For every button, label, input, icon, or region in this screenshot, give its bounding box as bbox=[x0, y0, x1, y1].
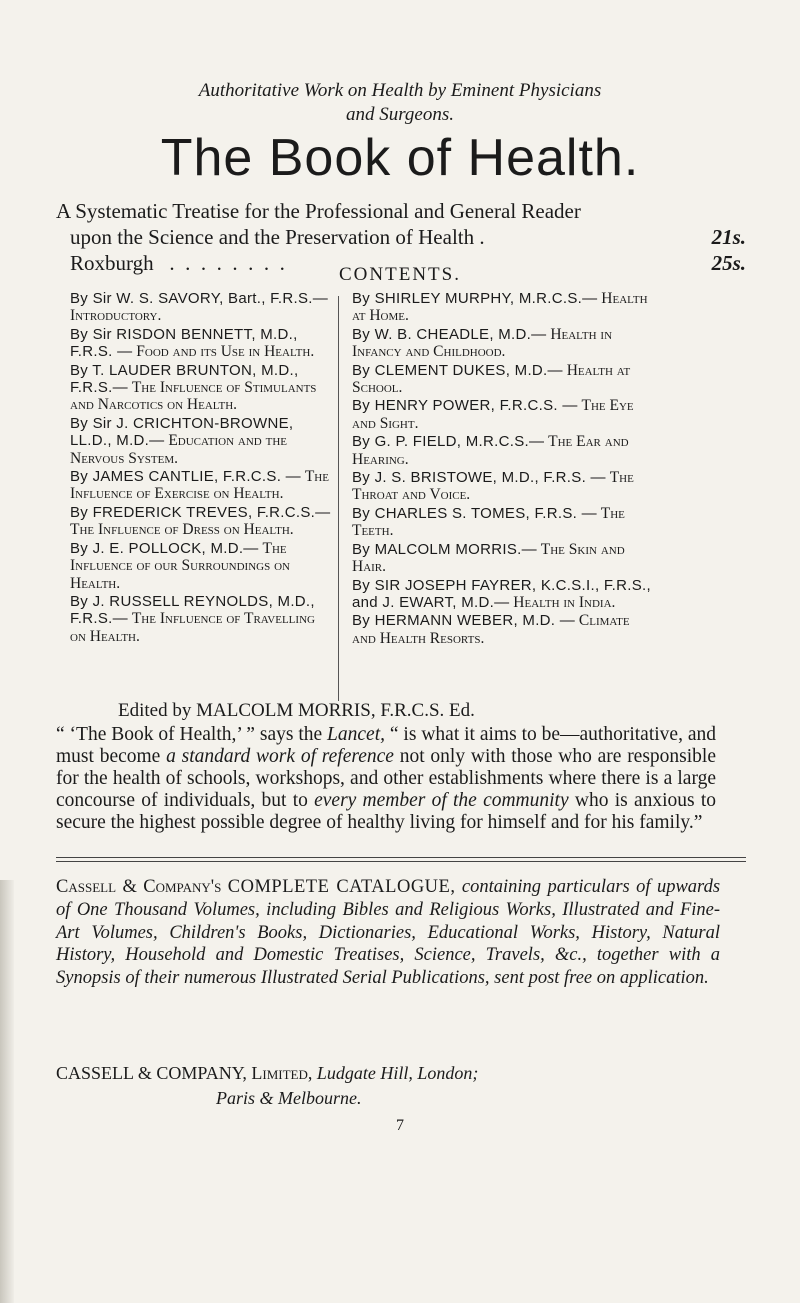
entry-author: By Sir RISDON BENNETT, M.D., F.R.S. — bbox=[70, 325, 298, 361]
contents-entry bbox=[352, 326, 652, 361]
contents-entry bbox=[352, 362, 652, 397]
subtitle-line-2-text: upon the Science and the Preservation of Health bbox=[70, 225, 475, 249]
entry-author: By JAMES CANTLIE, F.R.C.S. — bbox=[70, 468, 301, 486]
entry-author: By W. B. CHEADLE, M.D.— bbox=[352, 325, 547, 343]
section-divider-bottom bbox=[56, 861, 746, 862]
publisher-cities: Paris & Melbourne. bbox=[216, 1088, 362, 1108]
price-roxburgh: 25s. bbox=[711, 251, 746, 275]
contents-entry bbox=[352, 541, 652, 576]
binding-roxburgh: Roxburgh bbox=[70, 251, 154, 275]
quote-italic-1: a standard work of reference bbox=[166, 746, 394, 767]
publisher-limited: Limited, bbox=[251, 1063, 313, 1083]
entry-topic: Health at Home. bbox=[352, 290, 648, 325]
subtitle-line-2: upon the Science and the Preservation of Health . 21s. bbox=[70, 225, 746, 249]
entry-topic: Health at School. bbox=[352, 361, 631, 397]
contents-right-column bbox=[352, 290, 652, 648]
entry-topic: The Teeth. bbox=[352, 504, 625, 540]
entry-author: By HENRY POWER, F.R.C.S. — bbox=[352, 397, 578, 415]
entry-topic: The Skin and Hair. bbox=[352, 540, 625, 576]
entry-author: By Sir W. S. SAVORY, Bart., F.R.S.— bbox=[70, 290, 329, 307]
contents-entry bbox=[352, 469, 652, 504]
entry-topic: The Influence of Dress on Health. bbox=[70, 521, 294, 539]
contents-entry bbox=[352, 397, 652, 432]
entry-topic: The Influence of Travelling on Health. bbox=[70, 610, 315, 645]
catalogue-body: containing particulars of upwards of One Thousand Volumes, including Bibles and Religious Works, Illustrated and Fine-Art Volumes, Children's Books, Dictionaries, Educational Works, History, Natural History, Household and Domestic Treatises, Science, Travels, &c., together with a Synopsis of their numerous Illustrated Serial Publications, sent post free on application. bbox=[56, 877, 721, 989]
entry-topic: The Influence of Stimulants and Narcotics on Health. bbox=[70, 379, 317, 414]
entry-topic: The Influence of Exercise on Health. bbox=[70, 468, 329, 503]
entry-topic: Introductory. bbox=[70, 307, 162, 325]
lancet-quote bbox=[56, 724, 716, 834]
entry-author: By J. S. BRISTOWE, M.D., F.R.S. — bbox=[352, 469, 606, 487]
contents-entry bbox=[352, 290, 652, 325]
publisher-imprint bbox=[56, 1063, 720, 1109]
publisher-place: Ludgate Hill, London; bbox=[316, 1063, 479, 1083]
contents-heading: CONTENTS. bbox=[339, 264, 461, 285]
catalogue-lead: Cassell & Company's bbox=[56, 877, 222, 897]
quote-part-3: not only with those who are responsible for the health of schools, workshops, and other establishments where there is a large concourse of individuals, but to bbox=[56, 746, 717, 811]
contents-entry bbox=[70, 468, 332, 503]
entry-author: By J. RUSSELL REYNOLDS, M.D., F.R.S.— bbox=[70, 592, 315, 628]
section-divider-top bbox=[56, 857, 746, 858]
edited-by: Edited by MALCOLM MORRIS, F.R.C.S. Ed. bbox=[118, 700, 475, 721]
header-line-2: and Surgeons. bbox=[345, 104, 455, 125]
entry-author: By Sir J. CRICHTON-BROWNE, LL.D., M.D.— bbox=[70, 414, 294, 450]
subtitle-line-1: A Systematic Treatise for the Professional and General Reader bbox=[56, 199, 581, 223]
entry-topic: The Throat and Voice. bbox=[352, 469, 634, 504]
entry-author: By SIR JOSEPH FAYRER, K.C.S.I., F.R.S., and J. EWART, M.D.— bbox=[352, 576, 651, 611]
contents-entry bbox=[70, 290, 332, 325]
entry-author: By G. P. FIELD, M.R.C.S.— bbox=[352, 433, 545, 451]
contents-entry bbox=[70, 504, 332, 539]
entry-topic: Health in Infancy and Childhood. bbox=[352, 325, 613, 361]
column-divider bbox=[338, 296, 339, 701]
contents-entry bbox=[70, 415, 332, 467]
entry-topic: The Eye and Sight. bbox=[352, 397, 634, 432]
contents-entry bbox=[352, 433, 652, 468]
entry-topic: Climate and Health Resorts. bbox=[352, 612, 630, 647]
quote-part-4: who is anxious to secure the highest possible degree of healthy living for himself and for his family.” bbox=[56, 790, 717, 833]
entry-topic: Food and its Use in Health. bbox=[136, 343, 315, 361]
quote-part-2: “ is what it aims to be—authoritative, and must become bbox=[56, 724, 716, 767]
catalogue-complete: COMPLETE CATALOGUE, bbox=[227, 877, 456, 897]
entry-topic: Health in India. bbox=[513, 593, 616, 611]
entry-author: By T. LAUDER BRUNTON, M.D., F.R.S.— bbox=[70, 361, 299, 397]
contents-entry bbox=[352, 505, 652, 540]
page-edge-shadow bbox=[0, 880, 14, 1303]
contents-entry bbox=[352, 612, 652, 647]
price-standard: 21s. bbox=[711, 225, 746, 249]
page-number: 7 bbox=[396, 1117, 404, 1134]
contents-entry bbox=[70, 593, 332, 645]
entry-topic: The Influence of our Surroundings on Health. bbox=[70, 539, 290, 592]
contents-entry bbox=[70, 362, 332, 414]
book-title: The Book of Health. bbox=[160, 129, 640, 187]
entry-author: By MALCOLM MORRIS.— bbox=[352, 540, 537, 558]
contents-entry bbox=[352, 577, 652, 612]
entry-author: By HERMANN WEBER, M.D. — bbox=[352, 612, 576, 630]
publisher-name: CASSELL & COMPANY, bbox=[56, 1063, 247, 1083]
catalogue-advert bbox=[56, 876, 720, 990]
quote-italic-2: every member of the community bbox=[314, 790, 569, 811]
header-line-1: Authoritative Work on Health by Eminent Physicians bbox=[198, 80, 602, 101]
contents-entry bbox=[70, 540, 332, 592]
entry-topic: The Ear and Hearing. bbox=[352, 433, 629, 468]
entry-author: By FREDERICK TREVES, F.R.C.S.— bbox=[70, 503, 331, 521]
entry-author: By CHARLES S. TOMES, F.R.S. — bbox=[352, 504, 597, 522]
contents-entry bbox=[70, 326, 332, 361]
subtitle-line-3: Roxburgh . . . . . . . . 25s. bbox=[70, 251, 746, 275]
entry-author: By J. E. POLLOCK, M.D.— bbox=[70, 539, 259, 557]
quote-part-1: “ ‘The Book of Health,’ ” says the bbox=[56, 724, 328, 745]
quote-lancet: Lancet, bbox=[327, 724, 385, 745]
contents-left-column bbox=[70, 290, 332, 646]
entry-author: By SHIRLEY MURPHY, M.R.C.S.— bbox=[352, 290, 598, 307]
entry-author: By CLEMENT DUKES, M.D.— bbox=[352, 361, 563, 379]
entry-topic: Education and the Nervous System. bbox=[70, 432, 287, 467]
